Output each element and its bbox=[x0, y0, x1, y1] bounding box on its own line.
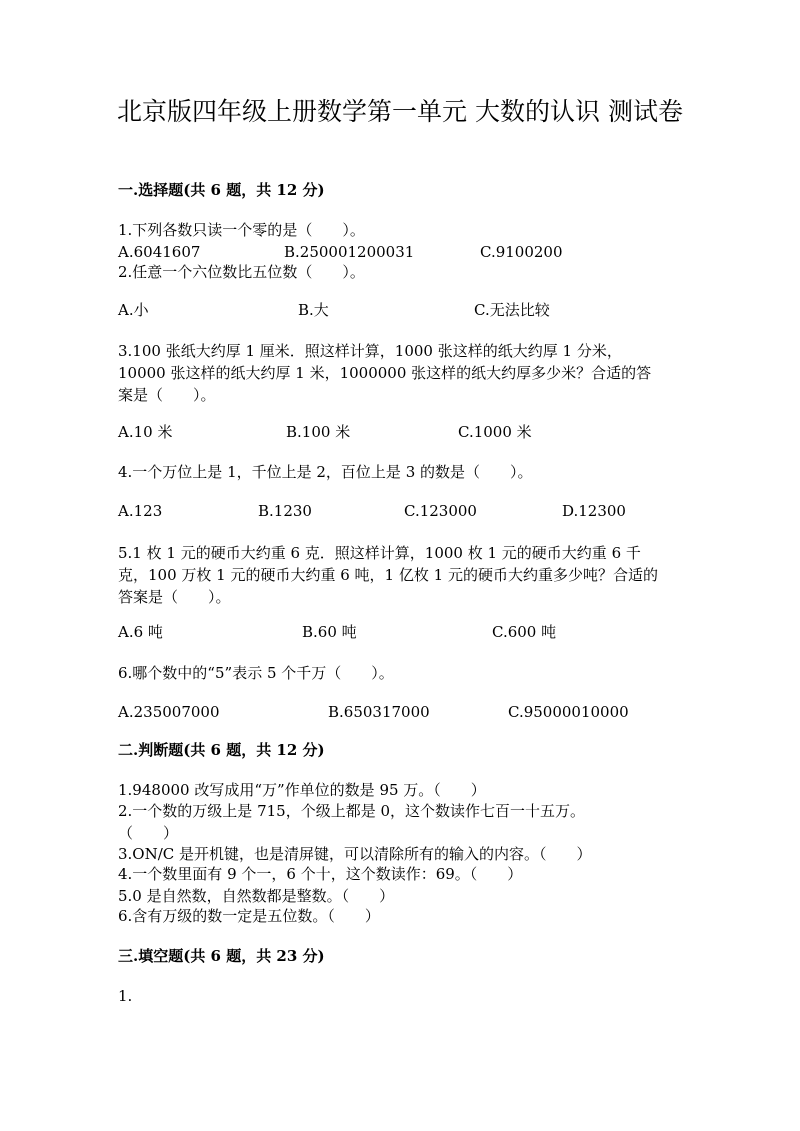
option-a: A.6 吨 bbox=[118, 623, 163, 641]
option-b: B.650317000 bbox=[328, 703, 430, 721]
section-heading-choice: 一.选择题(共 6 题，共 12 分) bbox=[118, 181, 325, 199]
question-stem: 6.哪个数中的“5”表示 5 个千万（ ）。 bbox=[118, 664, 394, 682]
list-item: 1. bbox=[118, 987, 133, 1005]
option-b: B.250001200031 bbox=[284, 243, 415, 261]
list-item: 2.一个数的万级上是 715，个级上都是 0，这个数读作七百一十五万。（ ） bbox=[118, 802, 586, 842]
question-stem: 4.一个万位上是 1，千位上是 2，百位上是 3 的数是（ ）。 bbox=[118, 463, 533, 481]
question-stem: 5.1 枚 1 元的硬币大约重 6 克．照这样计算，1000 枚 1 元的硬币大约重 6 千克，100 万枚 1 元的硬币大约重 6 吨，1 亿枚 1 元的硬币大约重多少吨？合适的答案是（ ）。 bbox=[118, 544, 658, 606]
option-b: B.1230 bbox=[258, 502, 312, 520]
option-a: A.小 bbox=[118, 301, 149, 319]
option-a: A.123 bbox=[118, 502, 163, 520]
option-c: C.600 吨 bbox=[492, 623, 557, 641]
section-heading-judgement: 二.判断题(共 6 题，共 12 分) bbox=[118, 741, 325, 759]
option-a: A.6041607 bbox=[118, 243, 201, 261]
option-c: C.123000 bbox=[404, 502, 477, 520]
question-stem: 3.100 张纸大约厚 1 厘米．照这样计算，1000 张这样的纸大约厚 1 分米，10000 张这样的纸大约厚 1 米，1000000 张这样的纸大约厚多少米？合适的答案是（ ）。 bbox=[118, 342, 652, 404]
option-d: D.12300 bbox=[562, 502, 626, 520]
option-c: C.9100200 bbox=[480, 243, 563, 261]
option-a: A.10 米 bbox=[118, 423, 173, 441]
option-c: C.无法比较 bbox=[474, 301, 550, 319]
question-stem: 1.下列各数只读一个零的是（ ）。 bbox=[118, 221, 365, 239]
page-title: 北京版四年级上册数学第一单元 大数的认识 测试卷 bbox=[117, 97, 683, 126]
list-item: 4.一个数里面有 9 个一，6 个十，这个数读作：69。（ ） bbox=[118, 865, 523, 883]
option-c: C.1000 米 bbox=[458, 423, 532, 441]
option-a: A.235007000 bbox=[118, 703, 220, 721]
section-heading-fill-blank: 三.填空题(共 6 题，共 23 分) bbox=[118, 947, 325, 965]
option-b: B.60 吨 bbox=[302, 623, 357, 641]
list-item: 6.含有万级的数一定是五位数。（ ） bbox=[118, 907, 380, 925]
option-c: C.95000010000 bbox=[508, 703, 629, 721]
list-item: 1.948000 改写成用“万”作单位的数是 95 万。（ ） bbox=[118, 781, 486, 799]
option-b: B.100 米 bbox=[286, 423, 351, 441]
question-stem: 2.任意一个六位数比五位数（ ）。 bbox=[118, 263, 365, 281]
list-item: 5.0 是自然数，自然数都是整数。（ ） bbox=[118, 887, 395, 905]
list-item: 3.ON/C 是开机键，也是清屏键，可以清除所有的输入的内容。（ ） bbox=[118, 845, 592, 863]
option-b: B.大 bbox=[298, 301, 329, 319]
